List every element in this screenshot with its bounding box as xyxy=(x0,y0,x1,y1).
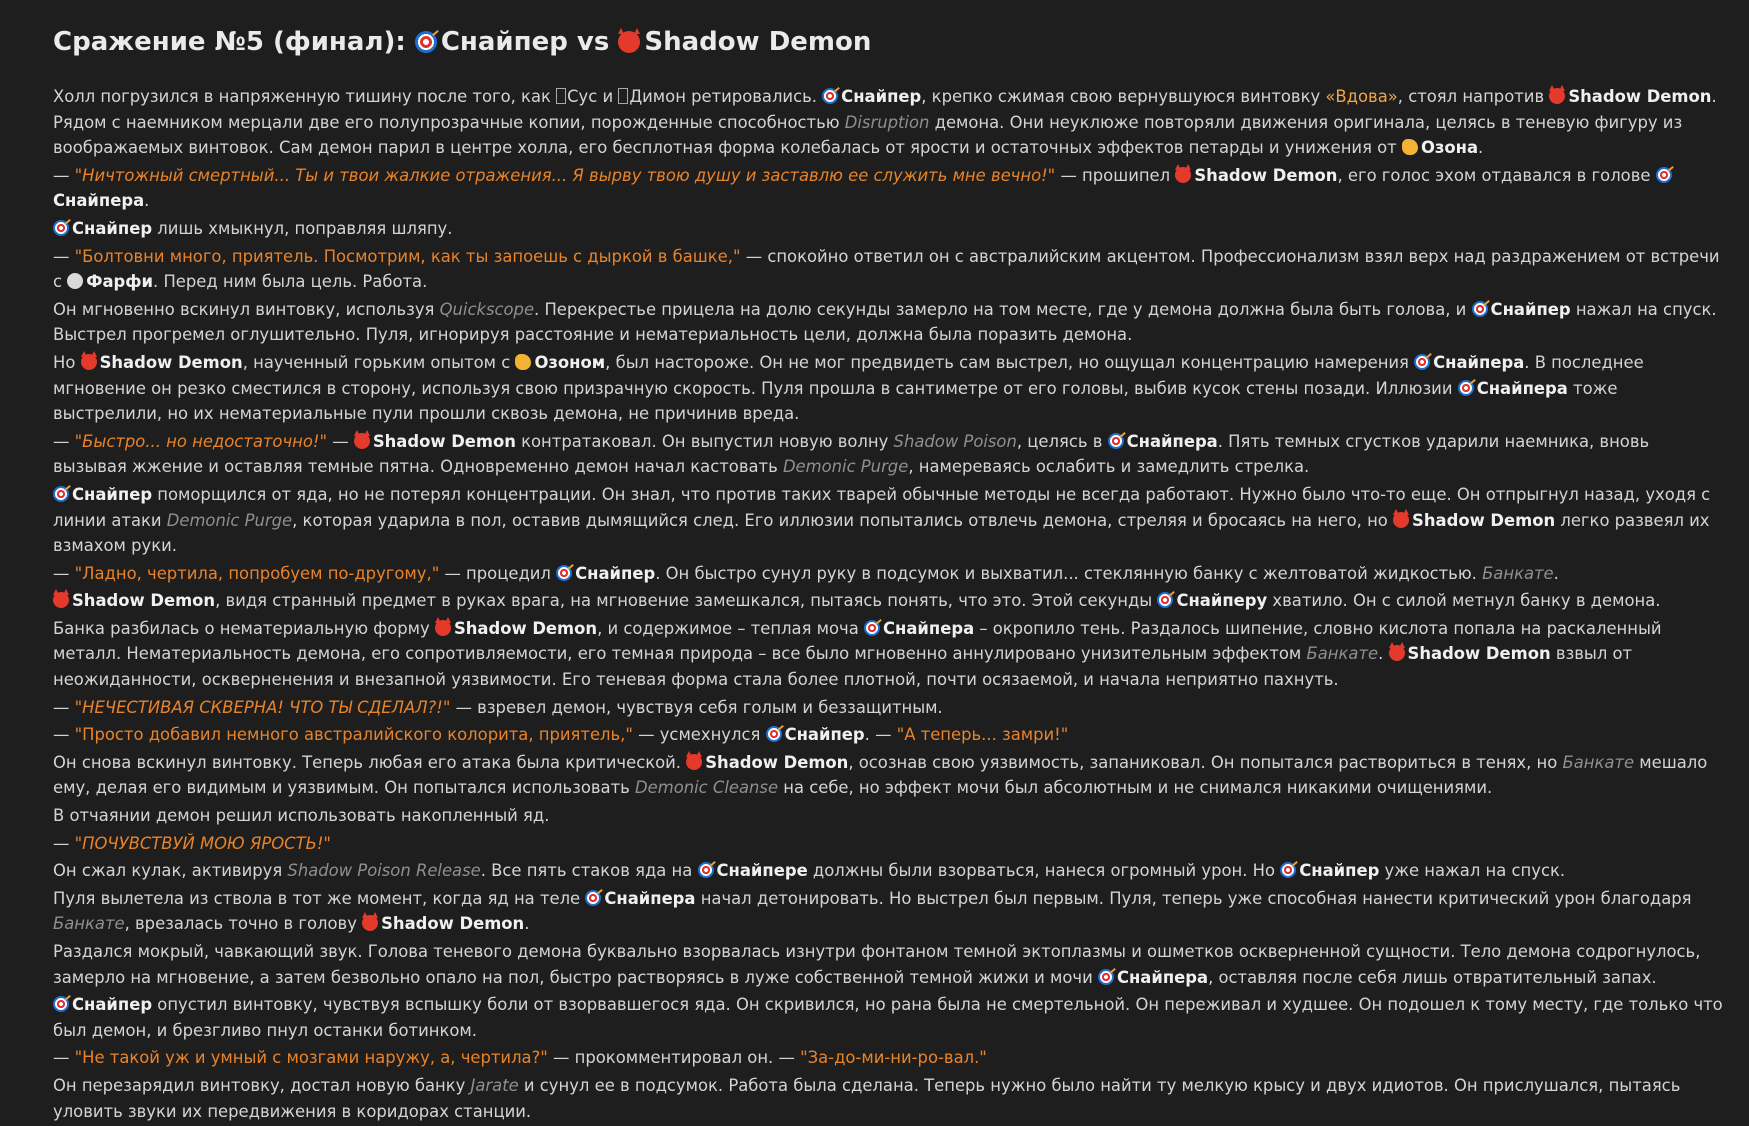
text-segment: vs xyxy=(567,27,619,57)
muscle-emoji-icon xyxy=(1402,139,1418,155)
text-segment: — прошипел xyxy=(1055,165,1176,185)
character-name: Снайпера xyxy=(1116,967,1209,987)
text-segment: Он мгновенно вскинул винтовку, используя xyxy=(53,299,440,319)
text-segment: поморщился от яда, но не потерял концентрации. Он знал, что против таких тварей обычные методы не всегда работают. Нужно было что-то еще. Он отпрыгнул назад, уходя с линии атаки xyxy=(53,484,1711,530)
chat-message xyxy=(53,22,1727,1126)
text-segment: — усмехнулся xyxy=(632,725,766,745)
text-segment: Сус и xyxy=(567,87,619,106)
text-segment: начал детонировать. Но выстрел был первым. Пуля, теперь уже способная нанести критический урон благодаря xyxy=(695,888,1692,908)
rat-emoji-icon xyxy=(67,273,83,289)
text-segment: взвыл от неожиданности, оскверненения и внезапной уязвимости. Его теневая форма стала более плотной, почти осязаемой, и начала неприятно пахнуть. xyxy=(53,644,1633,690)
skill-name: Demonic Cleanse xyxy=(635,778,779,798)
paragraph-4: — "Болтовни много, приятель. Посмотрим, как ты запоешь с дыркой в башке," — спокойно ответил он с австралийским акцентом. Профессионализм взял верх над раздражением от встречи с Фарфи. Перед ним была цель. Работа. xyxy=(53,246,1720,292)
character-name: Shadow Demon xyxy=(705,752,849,772)
text-segment: , намереваясь ослабить и замедлить стрелка. xyxy=(908,457,1310,477)
text-segment: . В последнее мгновение он резко сместился в сторону, используя свою призрачную скорость. Пуля прошла в сантиметре от его головы, выбив кусок стены позади. Иллюзии xyxy=(53,352,1644,398)
character-name: Shadow Demon xyxy=(1194,165,1338,185)
text-segment: , оставляя после себя лишь отвратительный запах. xyxy=(1208,967,1657,987)
skill-name: Банкате xyxy=(1482,563,1554,583)
character-name: Снайпера xyxy=(1476,378,1568,398)
text-segment: Shadow Demon xyxy=(644,27,872,57)
text-segment: хватило. Он с силой метнул банку в демона. xyxy=(1267,591,1661,611)
text-segment: , его голос эхом отдавался в голове xyxy=(1337,165,1656,185)
text-segment: нажал на спуск. Выстрел прогремел оглушительно. Пуля, игнорируя расстояние и нематериальность цели, должна была поразить демона. xyxy=(53,299,1717,345)
character-name: Shadow Demon xyxy=(72,591,216,611)
muscle-emoji-icon xyxy=(515,354,531,370)
character-name: Снайпера xyxy=(53,191,145,211)
skill-name: Банкате xyxy=(53,914,125,934)
dialogue-quote: "Быстро... но недостаточно!" xyxy=(74,431,327,451)
character-name: Снайпер xyxy=(72,995,153,1015)
character-name: Снайпер xyxy=(575,563,656,583)
text-segment: , наученный горьким опытом с xyxy=(242,352,516,372)
paragraph-9: — "Ладно, чертила, попробуем по-другому," — процедил Снайпер. Он быстро сунул руку в подсумок и выхватил... стеклянную банку с желтоватой жидкостью. Банкате. xyxy=(53,563,1559,583)
text-segment: — прокомментировал он. — xyxy=(547,1048,801,1068)
demon-emoji-icon xyxy=(1175,167,1191,183)
paragraph-2: — "Ничтожный смертный... Ты и твои жалкие отражения... Я вырву твою душу и заставлю ее служить мне вечно!" — прошипел Shadow Demon, его голос эхом отдавался в голове Снайпера. xyxy=(53,163,1727,214)
text-segment: . Пять темных сгустков ударили наемника, вновь вызывая жжение и оставляя темные пятна. Одновременно демон начал кастовать xyxy=(53,431,1650,477)
skill-name: Jarate xyxy=(470,1075,519,1095)
text-segment: «Вдова» xyxy=(1325,87,1398,106)
text-segment: Он перезарядил винтовку, достал новую банку xyxy=(53,1075,471,1095)
skill-name: Банкате xyxy=(1306,644,1379,664)
paragraph-8 xyxy=(53,482,1727,559)
text-segment: . Перекрестье прицела на долю секунды замерло на том месте, где у демона должна была быть голова, и xyxy=(534,299,1472,319)
text-segment: . xyxy=(524,914,530,934)
target-emoji-icon xyxy=(1656,167,1672,183)
character-name: Shadow Demon xyxy=(1568,87,1712,106)
skill-name: Quickscope xyxy=(439,299,535,319)
character-name: Shadow Demon xyxy=(372,431,516,451)
target-emoji-icon xyxy=(53,220,69,236)
paragraph-3 xyxy=(53,216,1727,242)
text-segment: на себе, но эффект мочи был абсолютным и не снимался никакими очищениями. xyxy=(778,778,1493,798)
text-segment: , которая ударила в пол, оставив дымящийся след. Его иллюзии попытались отвлечь демона, стреляя и бросаясь на него, но xyxy=(292,510,1394,530)
text-segment: тоже выстрелили, но их нематериальные пули прошли сквозь демона, не причинив вреда. xyxy=(53,378,1618,424)
paragraph-20 xyxy=(53,992,1727,1043)
character-name: Снайпер xyxy=(72,218,153,238)
paragraph-13: — "Просто добавил немного австралийского колорита, приятель," — усмехнулся Снайпер. — "А теперь... замри!" xyxy=(53,725,1069,745)
character-name: Озона xyxy=(1420,138,1479,158)
character-name: Снайпер xyxy=(784,725,865,745)
dialogue-quote: "Ничтожный смертный... Ты и твои жалкие отражения... Я вырву твою душу и заставлю ее служить мне вечно!" xyxy=(74,165,1056,185)
dialogue-quote: "Не такой уж и умный с мозгами наружу, а, чертила?" xyxy=(74,1048,548,1068)
target-emoji-icon xyxy=(864,620,880,636)
text-segment: , стоял напротив xyxy=(1397,87,1550,106)
demon-emoji-icon xyxy=(1389,645,1405,661)
text-segment: лишь хмыкнул, поправляя шляпу. xyxy=(152,218,453,238)
target-emoji-icon xyxy=(1472,301,1488,317)
demon-emoji-icon xyxy=(354,433,370,449)
text-segment: — взревел демон, чувствуя себя голым и беззащитным. xyxy=(450,697,943,717)
target-emoji-icon xyxy=(1458,380,1474,396)
paragraph-11 xyxy=(53,616,1727,693)
battle-title xyxy=(53,22,1727,62)
target-emoji-icon xyxy=(556,565,572,581)
demon-emoji-icon xyxy=(53,592,69,608)
paragraph-12: — "НЕЧЕСТИВАЯ СКВЕРНА! ЧТО ТЫ СДЕЛАЛ?!" — взревел демон, чувствуя себя голым и беззащитным. xyxy=(53,697,943,717)
text-segment: . xyxy=(1553,563,1559,583)
character-name: Shadow Demon xyxy=(1412,510,1556,530)
text-segment: Банка разбилась о нематериальную форму xyxy=(53,618,435,638)
text-segment: . Он быстро сунул руку в подсумок и выхватил... стеклянную банку с желтоватой жидкостью. xyxy=(655,563,1483,583)
text-segment: Димон ретировались. xyxy=(629,87,823,106)
demon-emoji-icon xyxy=(1393,512,1409,528)
dialogue-quote: "Просто добавил немного австралийского колорита, приятель," xyxy=(74,725,633,745)
text-segment: Пуля вылетела из ствола в тот же момент, когда яд на теле xyxy=(53,888,586,908)
paragraph-22 xyxy=(53,1073,1727,1124)
character-name: Shadow Demon xyxy=(99,352,243,372)
character-name: Снайпер xyxy=(841,87,922,106)
text-segment: , видя странный предмет в руках врага, на мгновение замешкался, пытаясь понять, что это. Этой секунды xyxy=(215,591,1158,611)
text-segment: . xyxy=(144,191,150,211)
text-segment: — xyxy=(327,431,354,451)
character-name: Озоном xyxy=(534,352,606,372)
character-name: Shadow Demon xyxy=(381,914,525,934)
scrolled-off-text xyxy=(52,0,172,2)
paragraph-17 xyxy=(53,858,1727,884)
text-segment: , врезалась точно в голову xyxy=(124,914,363,934)
target-emoji-icon xyxy=(53,486,69,502)
character-name: Фарфи xyxy=(86,272,154,292)
dialogue-quote: "НЕЧЕСТИВАЯ СКВЕРНА! ЧТО ТЫ СДЕЛАЛ?!" xyxy=(74,697,451,717)
demon-emoji-icon xyxy=(362,915,378,931)
skill-name: Shadow Poison Release xyxy=(287,861,481,881)
character-name: Снайпере xyxy=(716,861,808,881)
character-name: Снайпер xyxy=(1299,861,1380,881)
paragraph-21: — "Не такой уж и умный с мозгами наружу, а, чертила?" — прокомментировал он. — "За-до-ми-ни-ро-вал." xyxy=(53,1048,987,1068)
text-segment: . xyxy=(1478,138,1484,158)
target-emoji-icon xyxy=(585,890,601,906)
target-emoji-icon xyxy=(1414,354,1430,370)
missing-glyph-icon xyxy=(556,88,566,104)
target-emoji-icon xyxy=(1108,433,1124,449)
paragraph-16: — "ПОЧУВСТВУЙ МОЮ ЯРОСТЬ!" xyxy=(53,833,331,853)
paragraph-1 xyxy=(53,84,1727,161)
paragraph-10 xyxy=(53,588,1727,614)
skill-name: Банкате xyxy=(1562,752,1635,772)
target-emoji-icon xyxy=(1280,862,1296,878)
text-segment: – окропило тень. Раздалось шипение, словно кислота попала на раскаленный металл. Нематериальность демона, его сопротивляемости, его темная природа – все было мгновенно аннулировано унизительным эффектом xyxy=(53,618,1662,664)
text-segment: — процедил xyxy=(439,563,557,583)
target-emoji-icon xyxy=(766,726,782,742)
paragraph-15 xyxy=(53,803,1727,829)
paragraph-18 xyxy=(53,886,1727,937)
text-segment: — спокойно ответил он с австралийским акцентом. Профессионализм взял верх над раздражением от встречи с xyxy=(53,246,1720,292)
target-emoji-icon xyxy=(822,88,838,104)
character-name: Снайперу xyxy=(1176,591,1268,611)
text-segment: и сунул ее в подсумок. Работа была сделана. Теперь нужно было найти ту мелкую крысу и двух идиотов. Он прислушался, пытаясь уловить звуки их передвижения в коридорах станции. xyxy=(53,1075,1681,1121)
dialogue-quote: "Ладно, чертила, попробуем по-другому," xyxy=(74,563,440,583)
text-segment: . Все пять стаков яда на xyxy=(480,861,698,881)
demon-emoji-icon xyxy=(686,754,702,770)
skill-name: Shadow Poison xyxy=(893,431,1017,451)
text-segment: опустил винтовку, чувствуя вспышку боли от взорвавшегося яда. Он скривился, но рана была не смертельной. Он переживал и худшее. Он подошел к тому месту, где только что был демон, и брезгливо пнул останки ботинком. xyxy=(53,995,1723,1040)
text-segment: уже нажал на спуск. xyxy=(1379,861,1566,881)
text-segment: . xyxy=(1378,644,1389,664)
demon-emoji-icon xyxy=(618,31,640,53)
skill-name: Demonic Purge xyxy=(166,510,293,530)
character-name: Shadow Demon xyxy=(453,618,598,638)
character-name: Снайпер xyxy=(1490,299,1571,319)
text-segment: . — xyxy=(864,725,897,745)
demon-emoji-icon xyxy=(81,354,97,370)
target-emoji-icon xyxy=(415,31,437,53)
text-segment: , осознав свою уязвимость, запаниковал. Он попытался раствориться в тенях, но xyxy=(848,752,1563,772)
target-emoji-icon xyxy=(53,996,69,1012)
character-name: Снайпера xyxy=(1126,431,1218,451)
text-segment: демона. Они неуклюже повторяли движения оригинала, целясь в теневую фигуру из воображаемых винтовок. Сам демон парил в центре холла, его бесплотная форма колебалась от ярости и остаточных эффектов петарды и унижения от xyxy=(53,112,1683,158)
paragraph-5 xyxy=(53,297,1727,348)
text-segment: Сражение №5 (финал): xyxy=(53,27,415,57)
dialogue-quote: "За-до-ми-ни-ро-вал." xyxy=(800,1048,987,1068)
text-segment: В отчаянии демон решил использовать накопленный яд. xyxy=(53,806,550,826)
character-name: Снайпера xyxy=(604,888,696,908)
skill-name: Disruption xyxy=(844,112,930,132)
text-segment: Он снова вскинул винтовку. Теперь любая его атака была критической. xyxy=(53,752,687,772)
dialogue-quote: "Болтовни много, приятель. Посмотрим, как ты запоешь с дыркой в башке," xyxy=(74,246,741,266)
character-name: Снайпера xyxy=(1433,352,1525,372)
character-name: Снайпера xyxy=(883,618,975,638)
dialogue-quote: "ПОЧУВСТВУЙ МОЮ ЯРОСТЬ!" xyxy=(74,833,331,853)
dialogue-quote: "А теперь... замри!" xyxy=(896,725,1069,745)
text-segment: мешало ему, делая его видимым и уязвимым. Он попытался использовать xyxy=(53,752,1708,798)
text-segment: . Рядом с наемником мерцали две его полупрозрачные копии, порожденные способностью xyxy=(53,87,1717,132)
text-segment: , крепко сжимая свою вернувшуюся винтовку xyxy=(921,87,1326,106)
target-emoji-icon xyxy=(1098,969,1114,985)
demon-emoji-icon xyxy=(435,620,451,636)
text-segment: Холл погрузился в напряженную тишину после того, как xyxy=(53,87,557,106)
character-name: Shadow Demon xyxy=(1407,644,1551,664)
text-segment: . Перед ним была цель. Работа. xyxy=(153,272,428,292)
text-segment: должны были взорваться, нанеся огромный урон. Но xyxy=(807,861,1281,881)
character-name: Снайпер xyxy=(72,484,153,504)
target-emoji-icon xyxy=(1157,592,1173,608)
target-emoji-icon xyxy=(698,862,714,878)
text-segment: , был настороже. Он не мог предвидеть сам выстрел, но ощущал концентрацию намерения xyxy=(605,352,1415,372)
paragraph-7: — "Быстро... но недостаточно!" — Shadow Demon контратаковал. Он выпустил новую волну Shadow Poison, целясь в Снайпера. Пять темных сгустков ударили наемника, вновь вызывая жжение и оставляя темные пятна. Одновременно демон начал кастовать Demonic Purge, намереваясь ослабить и замедлить стрелка. xyxy=(53,431,1650,477)
paragraph-14 xyxy=(53,750,1727,801)
text-segment: , целясь в xyxy=(1016,431,1108,451)
paragraph-6 xyxy=(53,350,1727,427)
text-segment: контратаковал. Он выпустил новую волну xyxy=(515,431,894,451)
text-segment: Он сжал кулак, активируя xyxy=(53,861,288,881)
text-segment: , и содержимое – теплая моча xyxy=(597,618,864,638)
skill-name: Demonic Purge xyxy=(782,457,909,477)
demon-emoji-icon xyxy=(1549,88,1565,104)
text-segment: легко развеял их взмахом руки. xyxy=(53,510,1710,556)
missing-glyph-icon xyxy=(618,88,628,104)
text-segment: Раздался мокрый, чавкающий звук. Голова теневого демона буквально взорвалась изнутри фонтаном темной эктоплазмы и ошметков оскверненной сущности. Тело демона содрогнулось, замерло на мгновение, а затем безвольно опало на пол, быстро растворяясь в луже собственной темной жижи и мочи xyxy=(53,942,1701,987)
text-segment: Но xyxy=(53,352,81,372)
paragraph-19 xyxy=(53,939,1727,990)
text-segment: Снайпер xyxy=(440,27,568,57)
